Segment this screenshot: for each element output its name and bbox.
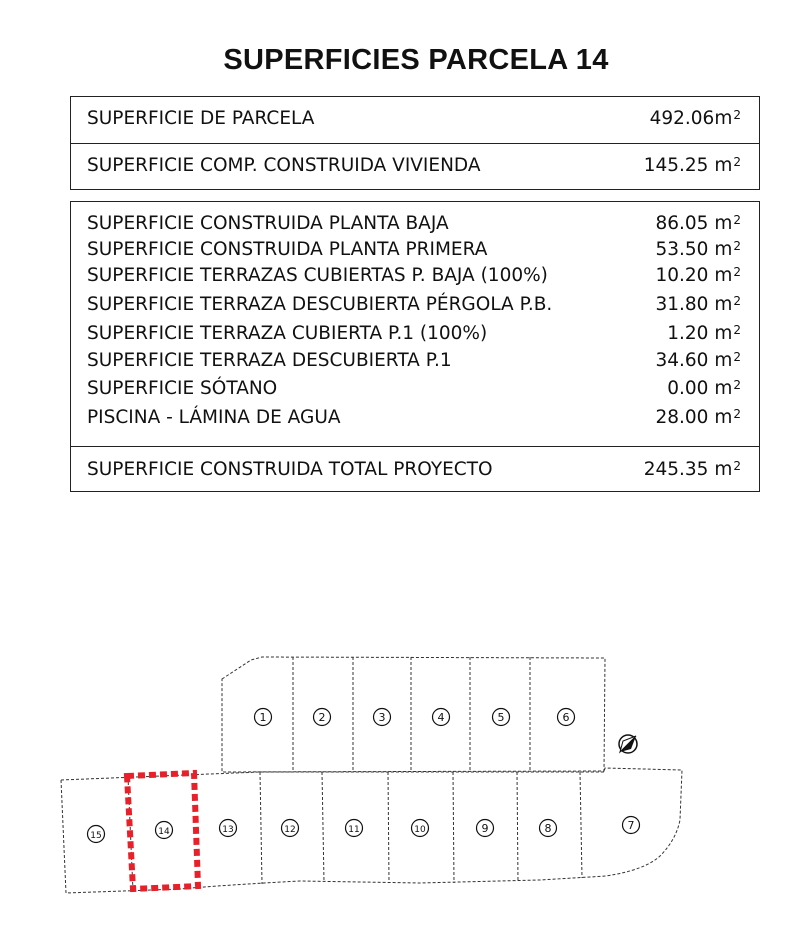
row-label: SUPERFICIE COMP. CONSTRUIDA VIVIENDA bbox=[87, 155, 481, 176]
lot-label: 6 bbox=[562, 711, 570, 724]
lot-label: 11 bbox=[348, 825, 360, 835]
row-value: 34.60 $m^2$ bbox=[655, 350, 741, 371]
lot-label: 4 bbox=[437, 711, 445, 724]
row-label: SUPERFICIE SÓTANO bbox=[87, 378, 278, 399]
row-value: 53.50 $m^2$ bbox=[655, 239, 741, 260]
lot-label: 15 bbox=[90, 831, 102, 841]
lot-label: 12 bbox=[284, 825, 296, 835]
row-value: 245.35 $m^2$ bbox=[643, 459, 741, 480]
lot-label: 10 bbox=[414, 825, 426, 835]
row-label: SUPERFICIE TERRAZAS CUBIERTAS P. BAJA (100%) bbox=[87, 265, 548, 286]
upper-block-outline bbox=[222, 657, 605, 772]
row-label: SUPERFICIE CONSTRUIDA TOTAL PROYECTO bbox=[87, 459, 493, 480]
lot-label: 2 bbox=[318, 711, 326, 724]
row-value: 28.00 $m^2$ bbox=[655, 407, 741, 428]
lot-label: 8 bbox=[544, 822, 552, 835]
row-label: SUPERFICIE TERRAZA DESCUBIERTA P.1 bbox=[87, 350, 452, 371]
row-label: SUPERFICIE CONSTRUIDA PLANTA PRIMERA bbox=[87, 239, 488, 260]
lower-block-outline bbox=[61, 768, 682, 893]
row-value: 86.05 $m^2$ bbox=[655, 213, 741, 234]
row-label: SUPERFICIE DE PARCELA bbox=[87, 108, 315, 129]
lot-label: 1 bbox=[259, 711, 267, 724]
lot-label: 7 bbox=[627, 819, 635, 832]
row-value: 10.20 $m^2$ bbox=[655, 265, 741, 286]
north-arrow-icon bbox=[619, 735, 637, 753]
row-label: SUPERFICIE TERRAZA CUBIERTA P.1 (100%) bbox=[87, 323, 488, 344]
lot-label: 3 bbox=[378, 711, 386, 724]
row-value: $492.06m^2$ bbox=[649, 108, 741, 129]
row-value: 31.80 $m^2$ bbox=[655, 294, 741, 315]
row-value: 1.20 $m^2$ bbox=[667, 323, 741, 344]
row-label: SUPERFICIE TERRAZA DESCUBIERTA PÉRGOLA P.B. bbox=[87, 294, 553, 315]
row-value: 145.25 $m^2$ bbox=[643, 155, 741, 176]
lot-label: 14 bbox=[158, 827, 170, 837]
lot-label: 9 bbox=[481, 822, 489, 835]
row-value: 0.00 $m^2$ bbox=[667, 378, 741, 399]
row-label: PISCINA - LÁMINA DE AGUA bbox=[87, 407, 341, 428]
lot-label: 13 bbox=[222, 825, 234, 835]
lot-label: 5 bbox=[497, 711, 505, 724]
row-label: SUPERFICIE CONSTRUIDA PLANTA BAJA bbox=[87, 213, 449, 234]
page-title: SUPERFICIES PARCELA 14 bbox=[223, 44, 609, 76]
